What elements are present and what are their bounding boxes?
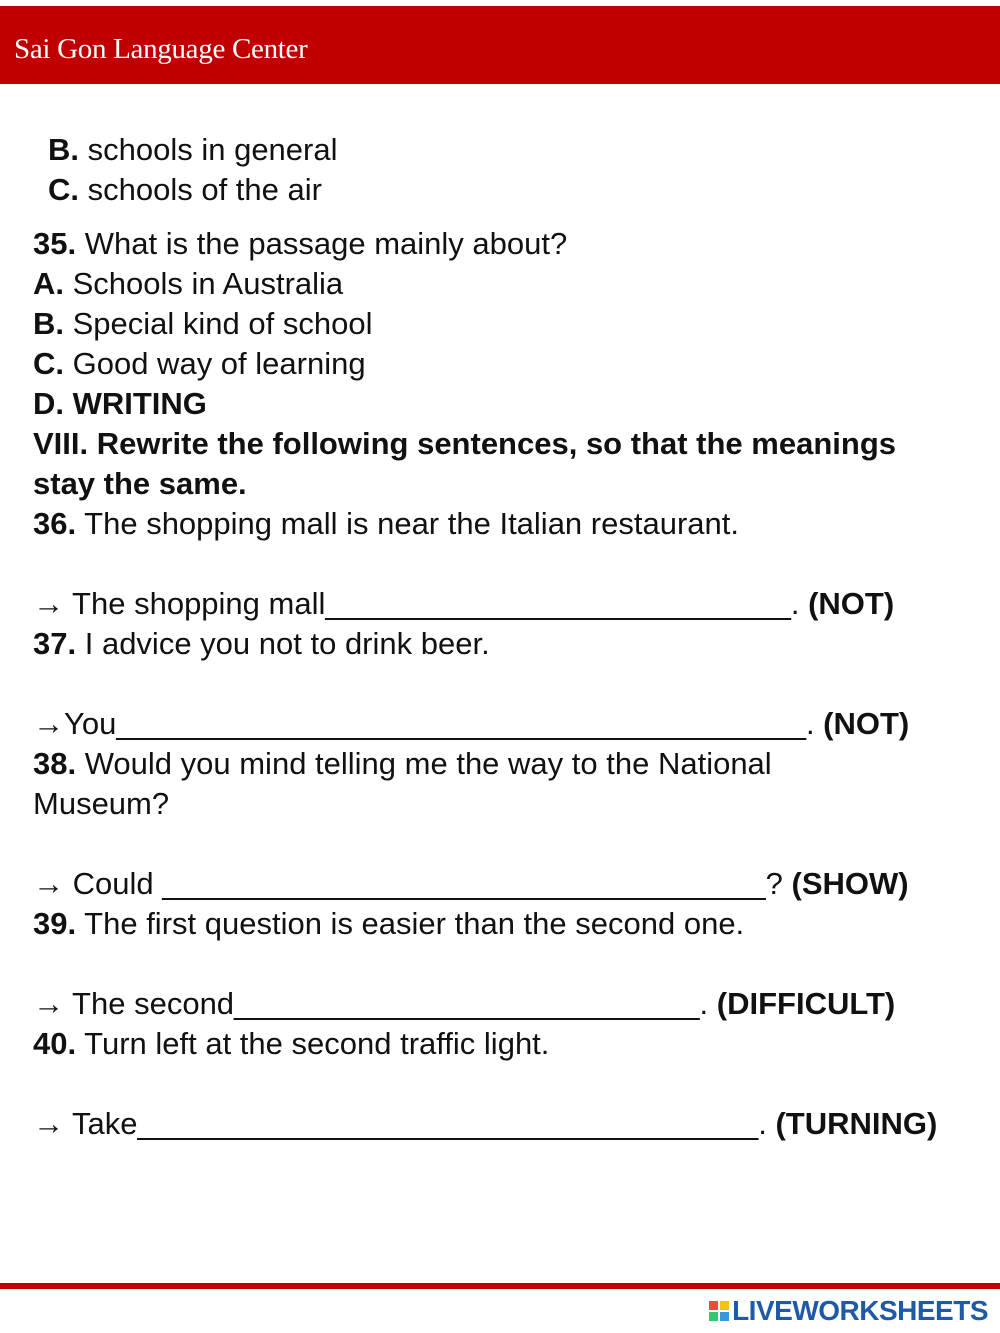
section-title: D. WRITING (33, 386, 207, 421)
question-36 (33, 504, 739, 544)
option-text: schools in general (79, 132, 338, 167)
answer-38[interactable] (33, 864, 909, 904)
header-title: Sai Gon Language Center (14, 33, 308, 65)
option-label: B. (48, 132, 79, 167)
section-heading (33, 384, 207, 424)
answer-40[interactable] (33, 1104, 937, 1144)
question-text: What is the passage mainly about? (76, 226, 568, 261)
instruction-text: stay the same. (33, 466, 247, 501)
instruction-line-1 (33, 424, 896, 464)
answer-37[interactable] (33, 704, 909, 744)
keyword-hint: (NOT) (808, 586, 895, 621)
keyword-hint: (TURNING) (775, 1106, 938, 1141)
option-label: A. (33, 266, 64, 301)
option-label: B. (33, 306, 64, 341)
answer-36[interactable] (33, 584, 894, 624)
option-text: schools of the air (79, 172, 322, 207)
option-c-line (48, 170, 322, 210)
answer-blank: → The second___________________________. (33, 986, 717, 1021)
question-text: I advice you not to drink beer. (76, 626, 490, 661)
logo-square (720, 1312, 729, 1321)
question-40 (33, 1024, 549, 1064)
answer-blank: → The shopping mall___________________________. (33, 586, 809, 621)
option-b-line (48, 130, 338, 170)
option-b-line (33, 304, 372, 344)
logo-square (709, 1301, 718, 1310)
question-37 (33, 624, 490, 664)
logo-text: LIVEWORKSHEETS (732, 1295, 988, 1326)
option-text: Schools in Australia (64, 266, 344, 301)
question-text: Turn left at the second traffic light. (76, 1026, 550, 1061)
question-text: Would you mind telling me the way to the National (76, 746, 772, 781)
option-c-line (33, 344, 366, 384)
question-38 (33, 744, 772, 784)
logo-square (720, 1301, 729, 1310)
option-text: Good way of learning (64, 346, 366, 381)
answer-blank: → Could ___________________________________? (33, 866, 792, 901)
question-number: 39. (33, 906, 77, 941)
instruction-line-2 (33, 464, 247, 504)
question-number: 38. (33, 746, 77, 781)
question-number: 36. (33, 506, 77, 541)
logo-grid-icon (709, 1301, 729, 1321)
instruction-text: VIII. Rewrite the following sentences, so that the meanings (33, 426, 896, 461)
question-number: 37. (33, 626, 77, 661)
option-text: Special kind of school (64, 306, 373, 341)
question-38-continued (33, 784, 169, 824)
answer-blank: →You________________________________________. (33, 706, 824, 741)
liveworksheets-logo[interactable] (709, 1295, 988, 1327)
answer-blank: → Take____________________________________. (33, 1106, 776, 1141)
answer-39[interactable] (33, 984, 895, 1024)
option-label: C. (48, 172, 79, 207)
question-39 (33, 904, 744, 944)
keyword-hint: (DIFFICULT) (716, 986, 896, 1021)
footer-divider (0, 1283, 1000, 1289)
question-text: Museum? (33, 786, 170, 821)
keyword-hint: (NOT) (823, 706, 910, 741)
question-number: 40. (33, 1026, 77, 1061)
question-35 (33, 224, 567, 264)
option-label: C. (33, 346, 64, 381)
logo-square (709, 1312, 718, 1321)
option-a-line (33, 264, 343, 304)
question-text: The first question is easier than the second one. (76, 906, 745, 941)
header-bar (0, 6, 1000, 84)
question-number: 35. (33, 226, 77, 261)
keyword-hint: (SHOW) (791, 866, 909, 901)
question-text: The shopping mall is near the Italian restaurant. (76, 506, 739, 541)
